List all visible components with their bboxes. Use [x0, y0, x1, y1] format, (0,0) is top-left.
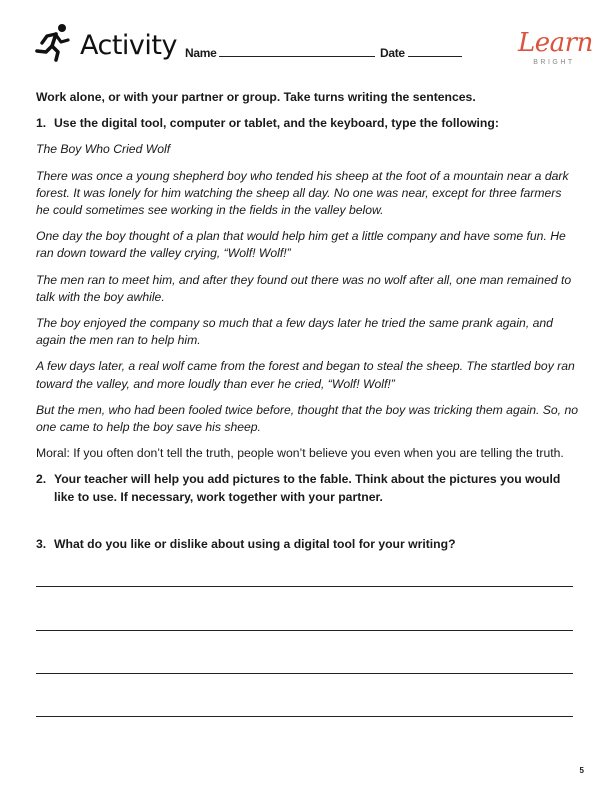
logo-subtext: BRIGHT: [533, 59, 575, 66]
page-title: Activity: [80, 30, 177, 61]
worksheet-body: [36, 89, 578, 562]
page-number: 5: [579, 766, 584, 775]
name-field[interactable]: [185, 46, 375, 60]
story-paragraph: One day the boy thought of a plan that would help him get a little company and have some fun. He ran down toward the valley crying, “Wolf! Wolf!”: [36, 229, 566, 261]
answer-line[interactable]: [36, 630, 573, 631]
instructions: Work alone, or with your partner or group. Take turns writing the sentences.: [36, 90, 476, 104]
question-2: [36, 471, 578, 505]
story-moral: Moral: If you often don’t tell the truth, people won’t believe you even when you are telling the truth.: [36, 446, 564, 461]
story-paragraph: There was once a young shepherd boy who tended his sheep at the foot of a mountain near a dark forest. It was lonely for him watching the sheep all day. No one was near, except for three farmers he could sometimes see working in the fields in the valley below.: [36, 168, 569, 218]
story-paragraph: The men ran to meet him, and after they found out there was no wolf after all, one man remained to talk with the boy awhile.: [36, 272, 572, 304]
question-1-text: Use the digital tool, computer or tablet, and the keyboard, type the following:: [54, 116, 499, 131]
learn-bright-logo: [518, 26, 593, 74]
story-paragraph: The boy enjoyed the company so much that a few days later he tried the same prank again, and again the men ran to help him.: [36, 316, 553, 348]
question-3: [36, 536, 578, 553]
question-1: [36, 115, 578, 132]
question-2-number: 2.: [36, 472, 47, 487]
running-person-icon: [34, 22, 72, 62]
story-paragraph: But the men, who had been fooled twice before, thought that the boy was tricking them again. So, no one came to help the boy save his sheep.: [36, 402, 579, 435]
date-label: Date: [380, 46, 405, 60]
story-paragraph: A few days later, a real wolf came from the forest and began to steal the sheep. The startled boy ran toward the valley, and more loudly than ever he cried, “Wolf! Wolf!”: [36, 359, 575, 391]
name-label: Name: [185, 46, 217, 60]
answer-line[interactable]: [36, 673, 573, 674]
question-2-text: Your teacher will help you add pictures to the fable. Think about the pictures you would like to use. If necessary, work together with your partner.: [54, 472, 561, 504]
story-title: The Boy Who Cried Wolf: [36, 142, 171, 157]
logo-text: Learn: [518, 28, 593, 58]
question-3-text: What do you like or dislike about using a digital tool for your writing?: [54, 536, 456, 551]
page-header: [0, 0, 612, 80]
answer-line[interactable]: [36, 586, 573, 587]
question-3-number: 3.: [36, 536, 47, 551]
question-1-number: 1.: [36, 116, 47, 131]
answer-line[interactable]: [36, 716, 573, 717]
date-field[interactable]: [380, 46, 462, 60]
